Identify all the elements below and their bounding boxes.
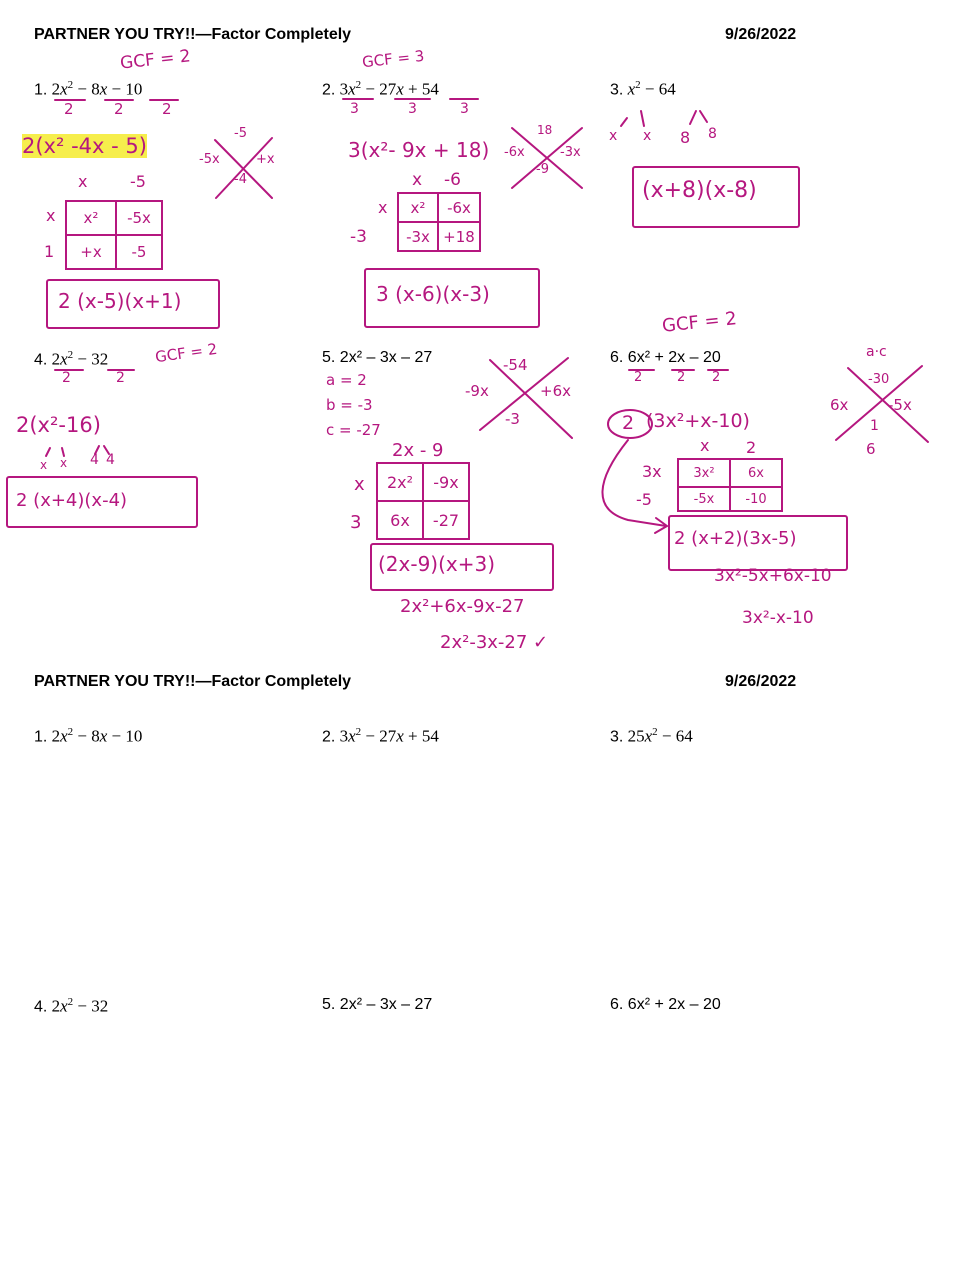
worksheet-title: PARTNER YOU TRY!!—Factor Completely bbox=[34, 26, 352, 43]
p3-tick: x bbox=[609, 128, 618, 144]
p1-box-cell: +x bbox=[66, 235, 116, 269]
p6-box-side-label: 3x bbox=[642, 462, 662, 481]
blank-worksheet-date: 9/26/2022 bbox=[725, 673, 797, 690]
p1-divisor: 2 bbox=[64, 100, 74, 118]
p2-x-left: -6x bbox=[504, 145, 525, 160]
p6-box-cell: -5x bbox=[678, 487, 730, 511]
p1-x-right: +x bbox=[256, 152, 275, 167]
p1-area-box bbox=[65, 200, 163, 270]
p5-x-bottom: -3 bbox=[505, 410, 520, 428]
p5-box-cell: 2x² bbox=[377, 463, 423, 501]
p4-answer: 2 (x+4)(x-4) bbox=[16, 490, 128, 511]
p6-below-note: 6 bbox=[866, 440, 876, 458]
p2-box-top-label: x bbox=[412, 170, 423, 190]
blank-worksheet-title: PARTNER YOU TRY!!—Factor Completely bbox=[34, 673, 352, 690]
p2-x-top: 18 bbox=[537, 123, 553, 137]
p5-a-value: a = 2 bbox=[326, 371, 367, 389]
p2-box-cell: -3x bbox=[398, 222, 438, 251]
p2-x-bottom: -9 bbox=[536, 162, 549, 177]
blank-problem-1: 1. $2x^2 - 8x - 10$ bbox=[34, 726, 143, 746]
p3-answer: (x+8)(x-8) bbox=[642, 178, 757, 203]
p6-divisor: 2 bbox=[677, 370, 686, 385]
p6-area-box bbox=[677, 458, 783, 512]
p6-answer: 2 (x+2)(3x-5) bbox=[674, 528, 797, 549]
blank-problem-2: 2. $3x^2 - 27x + 54$ bbox=[322, 726, 439, 746]
p1-factored-gcf: 2(x² -4x - 5) bbox=[22, 134, 147, 158]
p6-box-side-label: -5 bbox=[636, 490, 652, 509]
p1-box-side-label: x bbox=[46, 206, 56, 225]
p1-x-left: -5x bbox=[199, 152, 220, 167]
p2-gcf-note: GCF = 3 bbox=[361, 46, 426, 72]
p2-box-cell: -6x bbox=[438, 193, 480, 222]
p1-box-top-label: -5 bbox=[130, 172, 146, 191]
p6-divisor: 2 bbox=[712, 370, 721, 385]
blank-problem-4: 4. $2x^2 - 32$ bbox=[34, 996, 109, 1016]
p2-answer: 3 (x-6)(x-3) bbox=[376, 282, 490, 306]
p6-box-cell: 3x² bbox=[678, 459, 730, 487]
p4-factored-gcf: 2(x²-16) bbox=[16, 413, 101, 437]
p1-box-cell: x² bbox=[66, 201, 116, 235]
p2-box-cell: x² bbox=[398, 193, 438, 222]
p5-answer: (2x-9)(x+3) bbox=[378, 552, 496, 576]
problem-1: 1. $2x^2 - 8x - 10$ bbox=[34, 79, 143, 99]
p2-box-cell: +18 bbox=[438, 222, 480, 251]
p6-x-top: -30 bbox=[868, 372, 890, 387]
p6-box-top-label: 2 bbox=[746, 438, 757, 457]
p4-divisor: 2 bbox=[116, 370, 125, 386]
p2-box-side-label: x bbox=[378, 198, 388, 217]
blank-problem-5: 5. 2x² – 3x – 27 bbox=[322, 996, 433, 1013]
p3-tick: 8 bbox=[680, 128, 691, 147]
p5-box-cell: 6x bbox=[377, 501, 423, 539]
p5-box-side-label: 3 bbox=[350, 512, 362, 533]
p5-box-cell: -9x bbox=[423, 463, 469, 501]
p5-x-top: -54 bbox=[503, 356, 528, 374]
p6-box-cell: -10 bbox=[730, 487, 782, 511]
p2-divisor: 3 bbox=[460, 101, 469, 117]
p2-box-top-label: -6 bbox=[444, 170, 461, 190]
p6-check-expanded: 3x²-5x+6x-10 bbox=[714, 566, 832, 586]
p6-check-simplified: 3x²-x-10 bbox=[742, 608, 814, 628]
p1-box-cell: -5x bbox=[116, 201, 162, 235]
p1-x-top: -5 bbox=[234, 126, 247, 141]
p3-tick: x bbox=[643, 128, 652, 144]
p2-box-side-label: -3 bbox=[350, 227, 367, 247]
blank-problem-6: 6. 6x² + 2x – 20 bbox=[610, 996, 721, 1013]
p1-divisor: 2 bbox=[162, 100, 172, 118]
problem-2: 2. $3x^2 - 27x + 54$ bbox=[322, 79, 439, 99]
worksheet-date: 9/26/2022 bbox=[725, 26, 797, 43]
p6-x-left: 6x bbox=[830, 396, 849, 414]
p4-gcf-note: GCF = 2 bbox=[154, 339, 219, 367]
p5-area-box bbox=[376, 462, 470, 540]
p2-x-right: -3x bbox=[560, 145, 581, 160]
p1-divisor: 2 bbox=[114, 100, 124, 118]
p5-c-value: c = -27 bbox=[326, 421, 381, 439]
p6-box-top-label: x bbox=[700, 436, 710, 455]
p2-area-box bbox=[397, 192, 481, 252]
p6-divisor: 2 bbox=[634, 370, 643, 385]
blank-problem-3: 3. $25x^2 - 64$ bbox=[610, 726, 693, 746]
p6-x-bottom: 1 bbox=[870, 418, 879, 434]
p2-divisor: 3 bbox=[350, 101, 359, 117]
p5-b-value: b = -3 bbox=[326, 396, 373, 414]
p1-box-side-label: 1 bbox=[44, 242, 55, 261]
p5-box-cell: -27 bbox=[423, 501, 469, 539]
p4-tick: 4 bbox=[90, 452, 99, 468]
problem-3: 3. $x^2 - 64$ bbox=[610, 79, 676, 99]
p4-tick: x bbox=[40, 458, 48, 472]
p2-factored-gcf: 3(x²- 9x + 18) bbox=[348, 138, 490, 162]
p1-x-bottom: -4 bbox=[234, 172, 247, 187]
p5-box-side-label: x bbox=[354, 474, 365, 495]
p5-x-right: +6x bbox=[540, 382, 571, 400]
p6-circled-gcf: 2 bbox=[622, 412, 635, 434]
p6-factored-gcf: (3x²+x-10) bbox=[646, 410, 750, 432]
p2-divisor: 3 bbox=[408, 101, 417, 117]
problem-5: 5. 2x² – 3x – 27 bbox=[322, 349, 433, 366]
p1-answer: 2 (x-5)(x+1) bbox=[58, 289, 182, 313]
p1-gcf-note: GCF = 2 bbox=[119, 46, 192, 74]
p1-box-top-label: x bbox=[78, 172, 88, 191]
problem-6: 6. 6x² + 2x – 20 bbox=[610, 349, 721, 366]
problem-4: 4. $2x^2 - 32$ bbox=[34, 349, 109, 369]
p1-box-cell: -5 bbox=[116, 235, 162, 269]
p6-ac-label: a·c bbox=[866, 344, 887, 360]
p6-x-right: -5x bbox=[888, 396, 912, 414]
p4-tick: x bbox=[60, 456, 68, 470]
p6-box-cell: 6x bbox=[730, 459, 782, 487]
p5-box-top-label: 2x - 9 bbox=[392, 440, 444, 461]
p5-check-simplified: 2x²-3x-27 ✓ bbox=[440, 632, 549, 653]
p6-gcf-note: GCF = 2 bbox=[661, 308, 738, 337]
p5-check-expanded: 2x²+6x-9x-27 bbox=[400, 596, 525, 617]
p4-tick: 4 bbox=[106, 452, 115, 468]
p4-divisor: 2 bbox=[62, 370, 71, 386]
p3-tick: 8 bbox=[708, 126, 717, 142]
p5-x-left: -9x bbox=[465, 382, 489, 400]
